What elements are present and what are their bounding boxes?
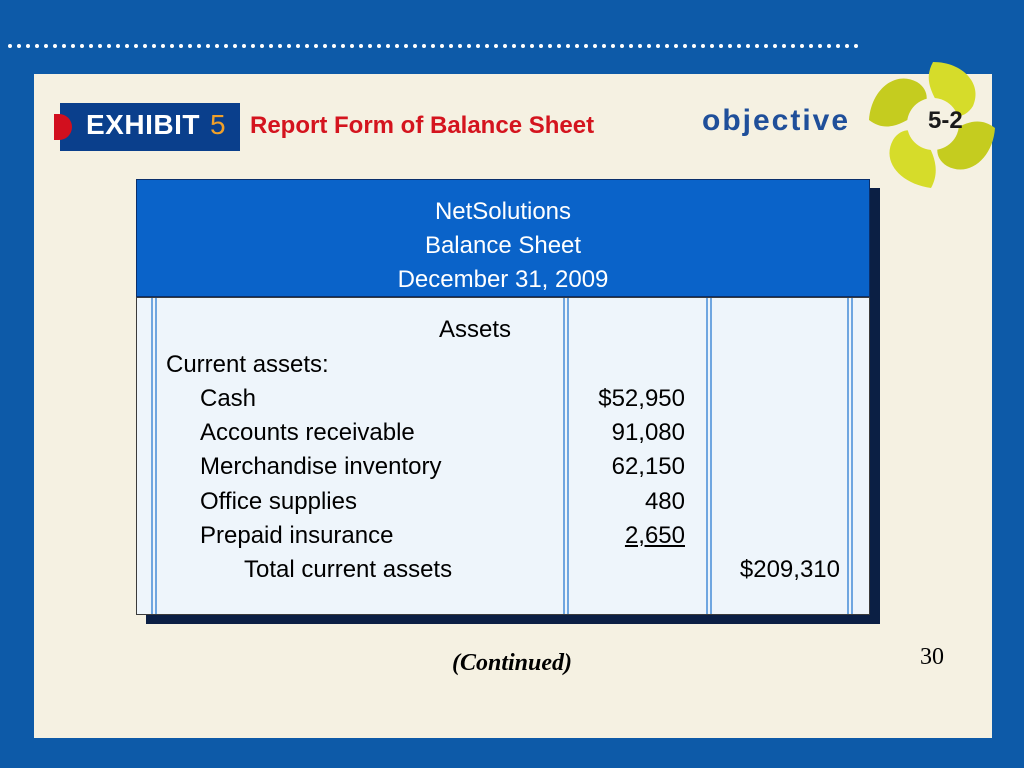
exhibit-number: 5 <box>210 109 226 140</box>
underlined-amount: 2,650 <box>624 522 685 549</box>
dot <box>683 44 687 48</box>
dot <box>467 44 471 48</box>
dot <box>332 44 336 48</box>
line-item-label: Accounts receivable <box>200 419 415 446</box>
badge-notch <box>54 114 72 140</box>
dot <box>278 44 282 48</box>
dot <box>593 44 597 48</box>
dot <box>242 44 246 48</box>
page-number: 30 <box>920 644 944 670</box>
exhibit-badge <box>60 103 240 151</box>
dot <box>314 44 318 48</box>
dot <box>503 44 507 48</box>
dot <box>35 44 39 48</box>
dot <box>197 44 201 48</box>
dot <box>638 44 642 48</box>
balance-sheet-body <box>136 297 870 615</box>
dot <box>692 44 696 48</box>
column-rule <box>151 298 157 614</box>
dot <box>539 44 543 48</box>
dot <box>341 44 345 48</box>
dot <box>548 44 552 48</box>
dot <box>80 44 84 48</box>
dot <box>134 44 138 48</box>
dot <box>836 44 840 48</box>
dot <box>125 44 129 48</box>
line-item-label: Merchandise inventory <box>200 453 442 480</box>
objective-label: objective <box>702 104 851 137</box>
dot <box>161 44 165 48</box>
dot <box>602 44 606 48</box>
dot <box>422 44 426 48</box>
dot <box>611 44 615 48</box>
dot <box>44 44 48 48</box>
dot <box>368 44 372 48</box>
total-label: Total current assets <box>244 556 453 583</box>
dot <box>359 44 363 48</box>
dot <box>512 44 516 48</box>
dot <box>674 44 678 48</box>
column-rule <box>847 298 853 614</box>
dot <box>521 44 525 48</box>
dot <box>323 44 327 48</box>
dot <box>287 44 291 48</box>
dot <box>386 44 390 48</box>
dot <box>755 44 759 48</box>
dot <box>737 44 741 48</box>
dot <box>629 44 633 48</box>
exhibit-title: Report Form of Balance Sheet <box>250 112 595 139</box>
dot <box>728 44 732 48</box>
line-item-amount: 62,150 <box>611 453 685 480</box>
dot <box>485 44 489 48</box>
dot <box>251 44 255 48</box>
dot <box>71 44 75 48</box>
dot <box>62 44 66 48</box>
dot <box>647 44 651 48</box>
dot <box>845 44 849 48</box>
dot <box>404 44 408 48</box>
dot <box>458 44 462 48</box>
dot <box>575 44 579 48</box>
dot <box>494 44 498 48</box>
dot <box>260 44 264 48</box>
dot <box>584 44 588 48</box>
dot <box>26 44 30 48</box>
dot <box>701 44 705 48</box>
dot <box>620 44 624 48</box>
dot <box>17 44 21 48</box>
dot <box>809 44 813 48</box>
dot <box>224 44 228 48</box>
dot <box>710 44 714 48</box>
line-item-amount <box>567 521 685 551</box>
dot <box>818 44 822 48</box>
dot <box>89 44 93 48</box>
section-heading: Assets <box>439 316 512 343</box>
dot <box>395 44 399 48</box>
line-item-label: Prepaid insurance <box>200 522 394 549</box>
dot <box>800 44 804 48</box>
dot <box>440 44 444 48</box>
objective-number: 5-2 <box>928 107 963 134</box>
total-amount: $209,310 <box>739 556 840 583</box>
statement-name: Balance Sheet <box>424 232 582 259</box>
dot <box>170 44 174 48</box>
dot <box>476 44 480 48</box>
line-item-amount: $52,950 <box>598 385 685 412</box>
dot <box>377 44 381 48</box>
dot <box>764 44 768 48</box>
continued-note: (Continued) <box>451 650 573 676</box>
dot <box>350 44 354 48</box>
dot <box>305 44 309 48</box>
dot <box>557 44 561 48</box>
dot <box>152 44 156 48</box>
dot <box>116 44 120 48</box>
dot <box>791 44 795 48</box>
dot <box>296 44 300 48</box>
dot <box>746 44 750 48</box>
line-item-amount: 480 <box>644 488 685 515</box>
dot <box>566 44 570 48</box>
dot <box>719 44 723 48</box>
dot <box>665 44 669 48</box>
dot <box>179 44 183 48</box>
dot <box>827 44 831 48</box>
dot <box>656 44 660 48</box>
dot <box>143 44 147 48</box>
statement-date: December 31, 2009 <box>397 266 609 293</box>
dot <box>449 44 453 48</box>
line-item-label: Cash <box>200 385 257 412</box>
line-item-amount: 91,080 <box>611 419 685 446</box>
dot <box>854 44 858 48</box>
dot <box>233 44 237 48</box>
dot <box>773 44 777 48</box>
dot <box>8 44 12 48</box>
company-name: NetSolutions <box>434 198 572 225</box>
subsection-heading: Current assets: <box>166 351 329 378</box>
dotted-divider <box>0 42 900 50</box>
dot <box>782 44 786 48</box>
dot <box>206 44 210 48</box>
dot <box>431 44 435 48</box>
dot <box>53 44 57 48</box>
dot <box>530 44 534 48</box>
dot <box>215 44 219 48</box>
dot <box>107 44 111 48</box>
exhibit-label: EXHIBIT <box>86 109 200 140</box>
balance-sheet-header <box>136 179 870 297</box>
dot <box>98 44 102 48</box>
dot <box>413 44 417 48</box>
dot <box>269 44 273 48</box>
line-item-label: Office supplies <box>200 488 357 515</box>
dot <box>188 44 192 48</box>
